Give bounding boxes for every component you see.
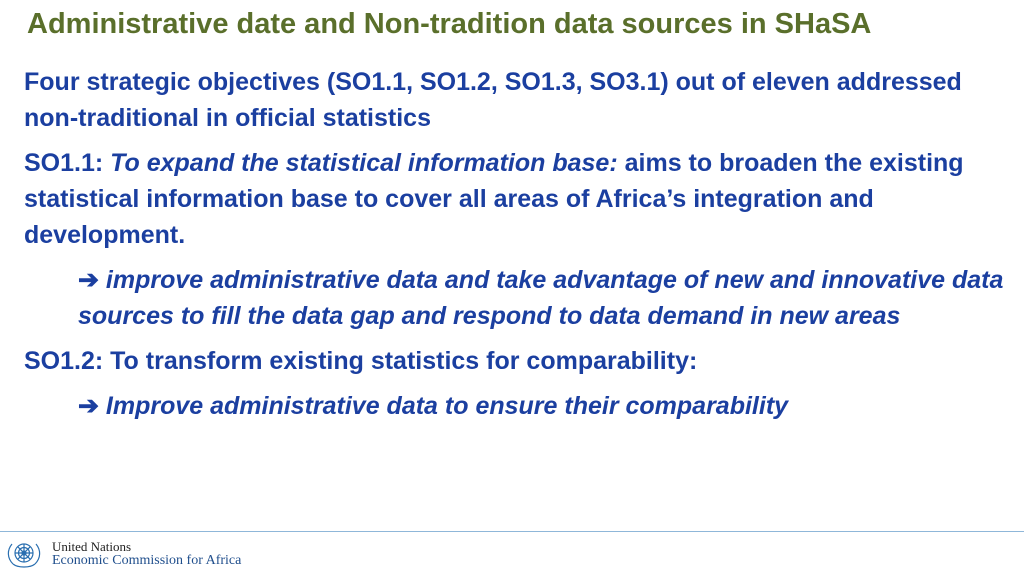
so11-label: SO1.1: (24, 149, 104, 177)
so11-description: aims to broaden the existing statistical information base to cover all areas of Africa’s integration and development. (24, 149, 964, 249)
arrow-right-icon: ➔ (78, 266, 99, 294)
so11-paragraph (24, 145, 1009, 253)
org-line-un: United Nations (52, 539, 132, 554)
so11-subpoint-text: improve administrative data and take advantage of new and innovative data sources to fill the data gap and respond to data demand in new areas (78, 266, 1004, 330)
so12-paragraph: SO1.2: To transform existing statistics for comparability: (24, 347, 698, 375)
slide-title: Administrative date and Non-tradition data sources in SHaSA (27, 8, 872, 40)
org-line-eca: Economic Commission for Africa (52, 553, 242, 568)
arrow-right-icon: ➔ (78, 392, 99, 420)
so12-subpoint-text: Improve administrative data to ensure their comparability (105, 392, 789, 420)
footer (4, 537, 241, 571)
slide-content (24, 64, 1009, 433)
un-emblem-icon (4, 537, 44, 571)
organization-name (52, 540, 241, 568)
footer-divider (0, 531, 1024, 532)
so11-objective: To expand the statistical information base: (110, 149, 618, 177)
intro-paragraph: Four strategic objectives (SO1.1, SO1.2, SO1.3, SO3.1) out of eleven addressed non-traditional in official statistics (24, 68, 962, 132)
so11-subpoint (24, 262, 1009, 334)
so12-subpoint (24, 388, 1009, 424)
